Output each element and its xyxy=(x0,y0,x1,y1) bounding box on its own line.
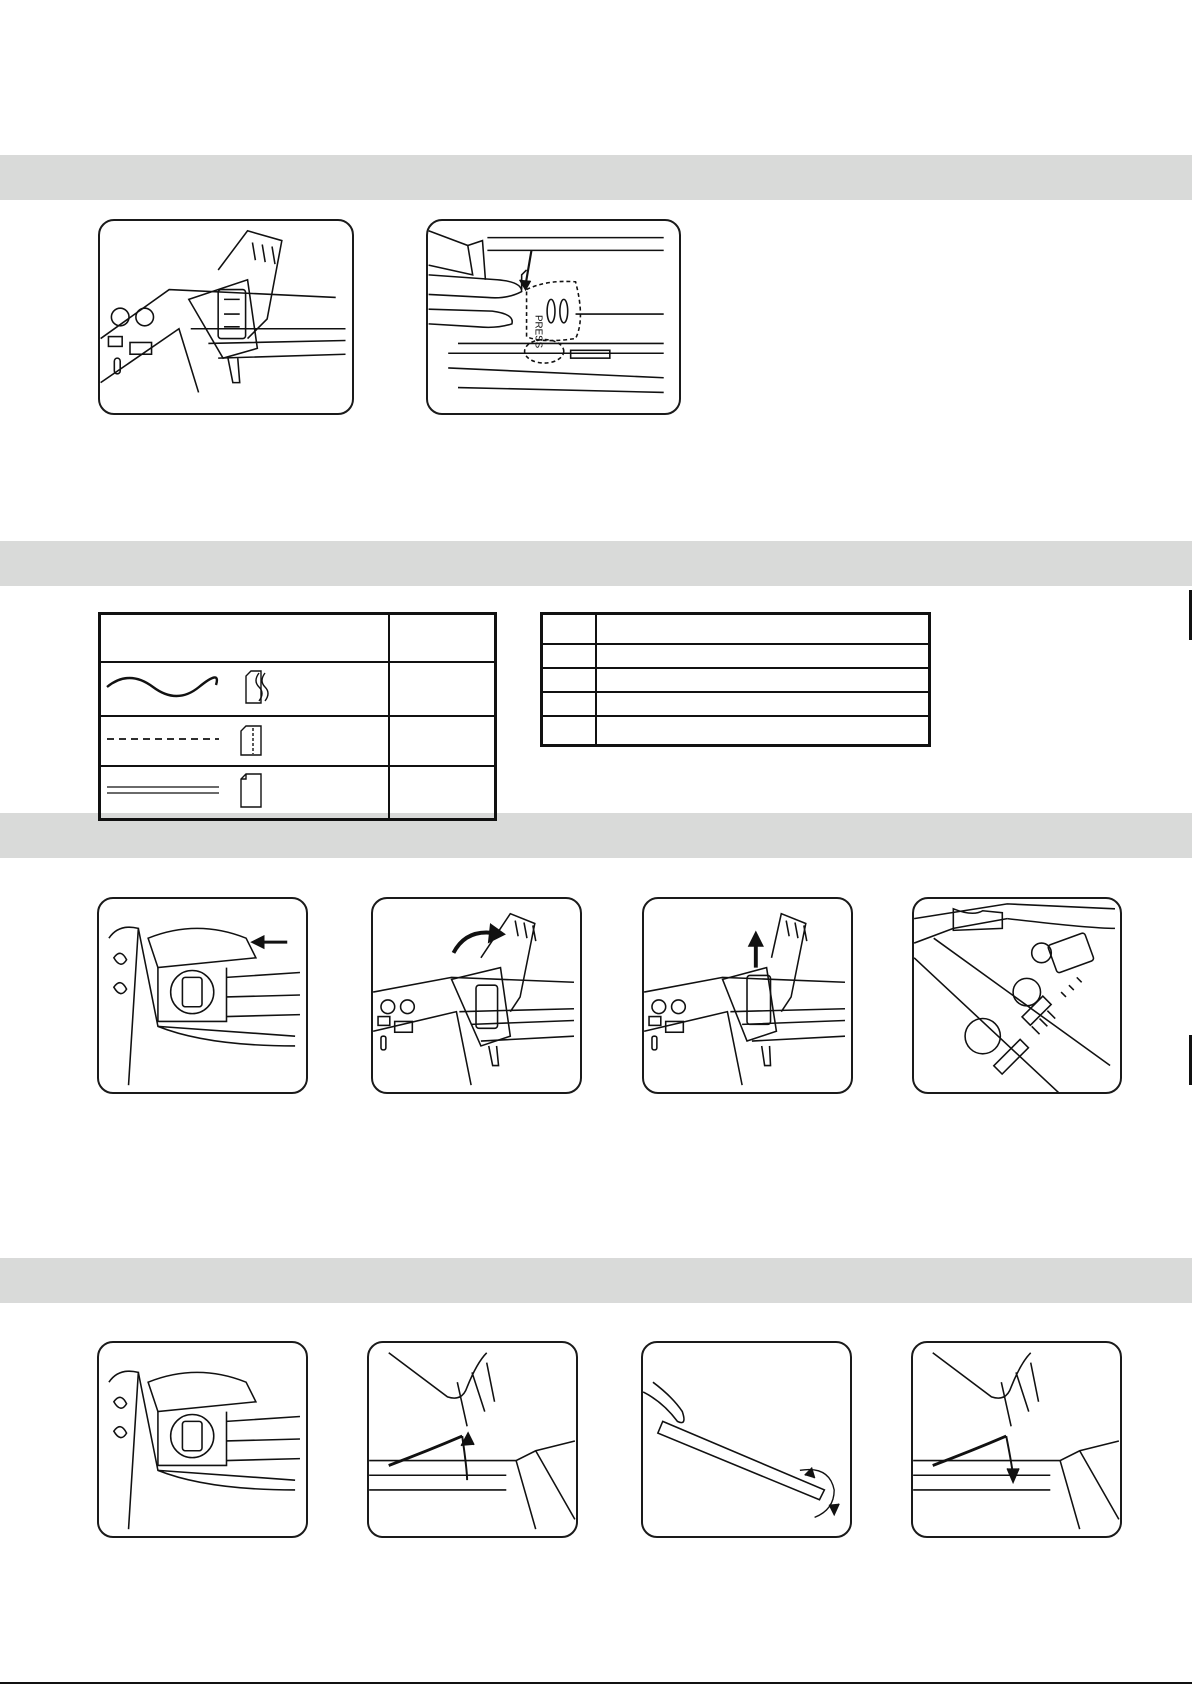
settings-value xyxy=(596,668,930,692)
section-band-2 xyxy=(0,541,1192,586)
blade-table-header-value xyxy=(389,614,496,662)
press-label: PRESS xyxy=(532,315,544,349)
blade-type-table xyxy=(98,612,497,821)
blade-row-dashed xyxy=(100,716,390,766)
flip-cover-up-illustration xyxy=(371,897,582,1094)
insert-cutting-strip-illustration xyxy=(911,1341,1122,1538)
perforated-paper-icon xyxy=(241,726,261,755)
settings-value xyxy=(596,644,930,668)
footer-rule xyxy=(0,1682,1192,1684)
blade-row-double-line-value xyxy=(389,766,496,820)
lift-blade-holder-illustration xyxy=(642,897,853,1094)
blade-row-wave-value xyxy=(389,662,496,716)
settings-value xyxy=(596,692,930,716)
rotate-cutting-strip-illustration xyxy=(641,1341,852,1538)
settings-key xyxy=(542,668,597,692)
slide-head-left-illustration xyxy=(97,897,308,1094)
blade-row-wave xyxy=(100,662,390,716)
section-band-1 xyxy=(0,155,1192,200)
blade-row-double-line xyxy=(100,766,390,820)
straight-paper-icon xyxy=(241,774,261,807)
remove-cutting-strip-illustration xyxy=(367,1341,578,1538)
wave-line-icon xyxy=(107,677,217,696)
settings-key xyxy=(542,716,597,746)
cutting-head-open-illustration xyxy=(98,219,354,415)
blade-table-header-pattern xyxy=(100,614,390,662)
section-band-4 xyxy=(0,1258,1192,1303)
settings-key xyxy=(542,692,597,716)
settings-key xyxy=(542,614,597,644)
settings-key xyxy=(542,644,597,668)
store-blade-in-base-illustration xyxy=(912,897,1122,1094)
settings-value xyxy=(596,716,930,746)
settings-value xyxy=(596,614,930,644)
blade-row-dashed-value xyxy=(389,716,496,766)
double-line-icon xyxy=(107,787,219,793)
press-blade-illustration xyxy=(426,219,681,415)
head-at-end-illustration xyxy=(97,1341,308,1538)
settings-table xyxy=(540,612,931,747)
wave-edge-paper-icon xyxy=(246,671,268,703)
